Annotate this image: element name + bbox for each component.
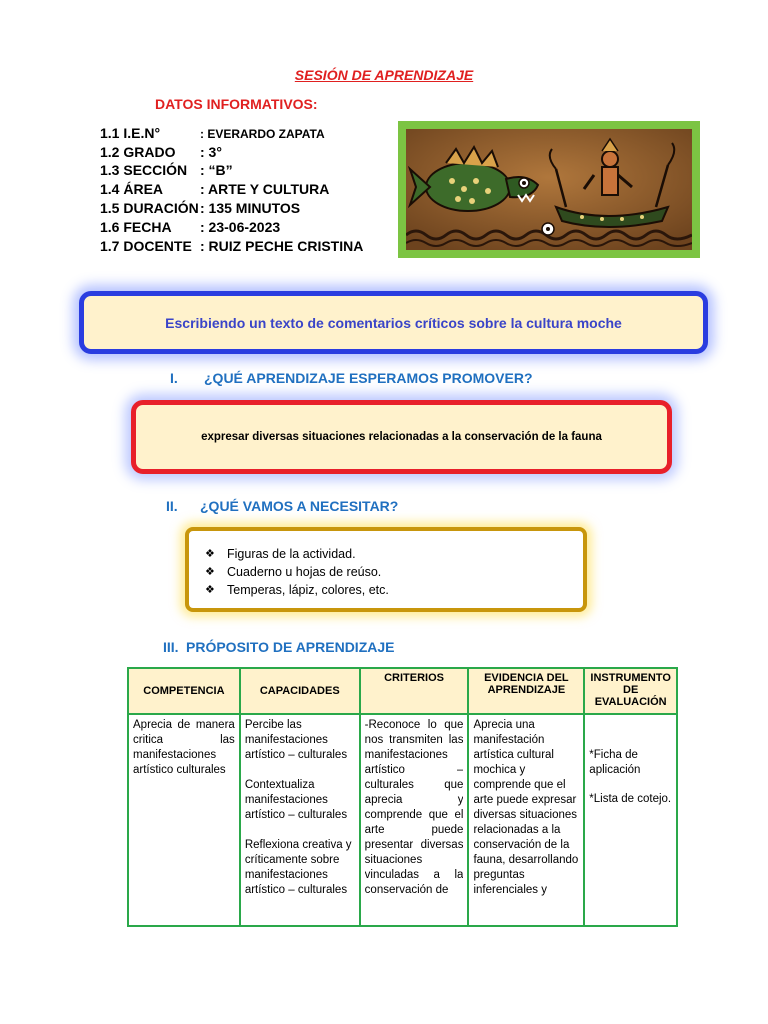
materials-list bbox=[189, 531, 583, 599]
learning-goal-box bbox=[131, 400, 672, 474]
purpose-table bbox=[127, 667, 678, 927]
learning-goal-text: expresar diversas situaciones relacionadas a la conservación de la fauna bbox=[201, 431, 602, 443]
list-item bbox=[205, 581, 583, 599]
page-title: SESIÓN DE APRENDIZAJE bbox=[294, 67, 474, 83]
diamond-bullet-icon: ❖ bbox=[205, 584, 215, 596]
info-label: 1.6 FECHA bbox=[100, 219, 172, 235]
evidencia-text: Aprecia una manifestación artística cultural mochica y comprende que el arte puede expresar diversas situaciones relacionadas a la conservación de la fauna, desarrollando preguntas inferenciales y bbox=[473, 719, 579, 896]
section-title: PRÓPOSITO DE APRENDIZAJE bbox=[186, 639, 395, 655]
header-evidencia: EVIDENCIA DEL APRENDIZAJE bbox=[468, 668, 584, 714]
info-row-area bbox=[100, 181, 329, 197]
section-heading-2 bbox=[166, 498, 398, 514]
capacidad-item: Contextualiza manifestaciones artístico – culturales bbox=[244, 779, 348, 821]
diamond-bullet-icon: ❖ bbox=[205, 566, 215, 578]
list-item bbox=[205, 563, 583, 581]
list-item bbox=[205, 545, 583, 563]
header-criterios: CRITERIOS bbox=[360, 668, 469, 714]
section-number: I. bbox=[170, 370, 178, 386]
info-value: : 3° bbox=[200, 144, 222, 160]
moche-artwork-drawing bbox=[406, 129, 692, 250]
session-title-box bbox=[79, 291, 708, 354]
info-value: : 23-06-2023 bbox=[200, 219, 281, 235]
info-value: : EVERARDO ZAPATA bbox=[200, 127, 325, 141]
info-label: 1.4 ÁREA bbox=[100, 181, 164, 197]
material-text: Cuaderno u hojas de reúso. bbox=[227, 565, 382, 579]
instrumentos-list bbox=[589, 718, 672, 918]
info-row-ie bbox=[100, 125, 325, 141]
section-number: III. bbox=[163, 639, 179, 655]
info-label: 1.5 DURACIÓN bbox=[100, 200, 199, 216]
section-heading-1 bbox=[170, 370, 533, 386]
info-subtitle: DATOS INFORMATIVOS: bbox=[155, 96, 318, 112]
table-header-row bbox=[128, 668, 677, 714]
info-label: 1.2 GRADO bbox=[100, 144, 176, 160]
materials-box bbox=[185, 527, 587, 612]
session-title: Escribiendo un texto de comentarios críticos sobre la cultura moche bbox=[165, 314, 622, 331]
moche-artwork-image bbox=[398, 121, 700, 258]
info-value: : RUIZ PECHE CRISTINA bbox=[200, 238, 364, 254]
header-instrumento: INSTRUMENTO DE EVALUACIÓN bbox=[584, 668, 677, 714]
capacidades-list bbox=[245, 718, 355, 918]
info-label: 1.1 I.E.N° bbox=[100, 125, 161, 141]
section-title: ¿QUÉ APRENDIZAJE ESPERAMOS PROMOVER? bbox=[204, 370, 533, 386]
instrumento-item: *Ficha de aplicación bbox=[589, 749, 641, 776]
diamond-bullet-icon: ❖ bbox=[205, 548, 215, 560]
info-row-grado bbox=[100, 144, 222, 160]
material-text: Figuras de la actividad. bbox=[227, 547, 356, 561]
cell-instrumento bbox=[584, 714, 677, 926]
instrumento-item: *Lista de cotejo. bbox=[589, 793, 672, 805]
info-row-duracion bbox=[100, 200, 300, 216]
capacidad-item: Percibe las manifestaciones artístico – culturales bbox=[244, 719, 348, 761]
criterios-text: -Reconoce lo que nos transmiten las manifestaciones artístico – culturales que aprecia y comprende que el arte puede presentar diversas situaciones vinculadas a la conservación de bbox=[364, 719, 464, 896]
cell-capacidades bbox=[240, 714, 360, 926]
info-value: : “B” bbox=[200, 162, 233, 178]
cell-evidencia bbox=[468, 714, 584, 926]
cell-competencia bbox=[128, 714, 240, 926]
info-label: 1.7 DOCENTE bbox=[100, 238, 192, 254]
section-title: ¿QUÉ VAMOS A NECESITAR? bbox=[200, 498, 399, 514]
header-competencia: COMPETENCIA bbox=[128, 668, 240, 714]
competencia-text: Aprecia de manera critica las manifestaciones artístico culturales bbox=[133, 719, 235, 776]
info-value: : 135 MINUTOS bbox=[200, 200, 301, 216]
section-number: II. bbox=[166, 498, 178, 514]
section-heading-3 bbox=[163, 639, 394, 655]
header-capacidades: CAPACIDADES bbox=[240, 668, 360, 714]
info-row-fecha bbox=[100, 219, 280, 235]
capacidad-item: Reflexiona creativa y críticamente sobre manifestaciones artístico – culturales bbox=[244, 839, 352, 896]
table-row bbox=[128, 714, 677, 926]
info-row-seccion bbox=[100, 162, 233, 178]
info-label: 1.3 SECCIÓN bbox=[100, 162, 188, 178]
material-text: Temperas, lápiz, colores, etc. bbox=[227, 583, 389, 597]
cell-criterios bbox=[360, 714, 469, 926]
info-row-docente bbox=[100, 238, 363, 254]
info-value: : ARTE Y CULTURA bbox=[200, 181, 330, 197]
